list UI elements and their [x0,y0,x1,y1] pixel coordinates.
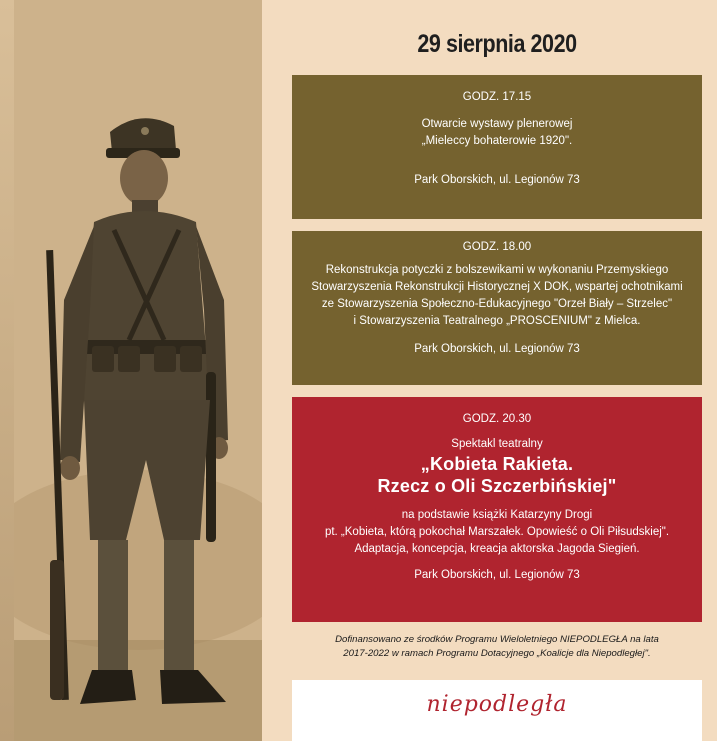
event-place: Park Oborskich, ul. Legionów 73 [414,343,580,355]
event-card-3 [292,397,702,622]
photo-column [0,0,262,741]
event-line: ze Stowarzyszenia Społeczno-Edukacyjnego "Orzeł Biały – Strzelec" [321,298,673,310]
sponsor-note [277,633,717,660]
sponsor-line-2: 2017-2022 w ramach Programu Dotacyjnego „Koalicje dla Niepodległej". [343,647,651,659]
event-subtitle: Spektakl teatralny [451,438,543,450]
event-time: GODZ. 17.15 [462,91,532,103]
event-line: Rekonstrukcja potyczki z bolszewikami w wykonaniu Przemyskiego [325,264,669,276]
event-line: i Stowarzyszenia Teatralnego „PROSCENIUM" z Mielca. [353,315,641,327]
play-title-line-1: „Kobieta Rakieta. [420,454,574,474]
event-line: Stowarzyszenia Rekonstrukcji Historycznej X DOK, wspartej ochotnikami [311,281,683,293]
sponsor-line-1: Dofinansowano ze środków Programu Wieloletniego NIEPODLEGŁA na lata [335,634,659,645]
event-line: na podstawie książki Katarzyny Drogi [401,509,593,521]
event-card-2 [292,231,702,385]
event-date: 29 sierpnia 2020 [417,30,577,58]
program-column [277,0,717,741]
soldier-illustration [14,0,262,741]
event-line: pt. „Kobieta, którą pokochał Marszałek. Opowieść o Oli Piłsudskiej". [324,526,670,538]
event-line: Adaptacja, koncepcja, kreacja aktorska Jagoda Siegień. [354,543,640,555]
niepodlegla-logo: niepodległa [426,692,568,717]
event-time: GODZ. 20.30 [462,413,532,425]
niepodlegla-logo-box [292,680,702,741]
soldier-photo [14,0,262,741]
event-card-1 [292,75,702,219]
event-time: GODZ. 18.00 [462,241,532,253]
event-line: „Mieleccy bohaterowie 1920". [421,135,573,147]
event-line: Otwarcie wystawy plenerowej [421,118,573,130]
play-title-line-2: Rzecz o Oli Szczerbińskiej" [377,476,617,496]
event-place: Park Oborskich, ul. Legionów 73 [414,174,580,186]
event-place: Park Oborskich, ul. Legionów 73 [414,569,580,581]
